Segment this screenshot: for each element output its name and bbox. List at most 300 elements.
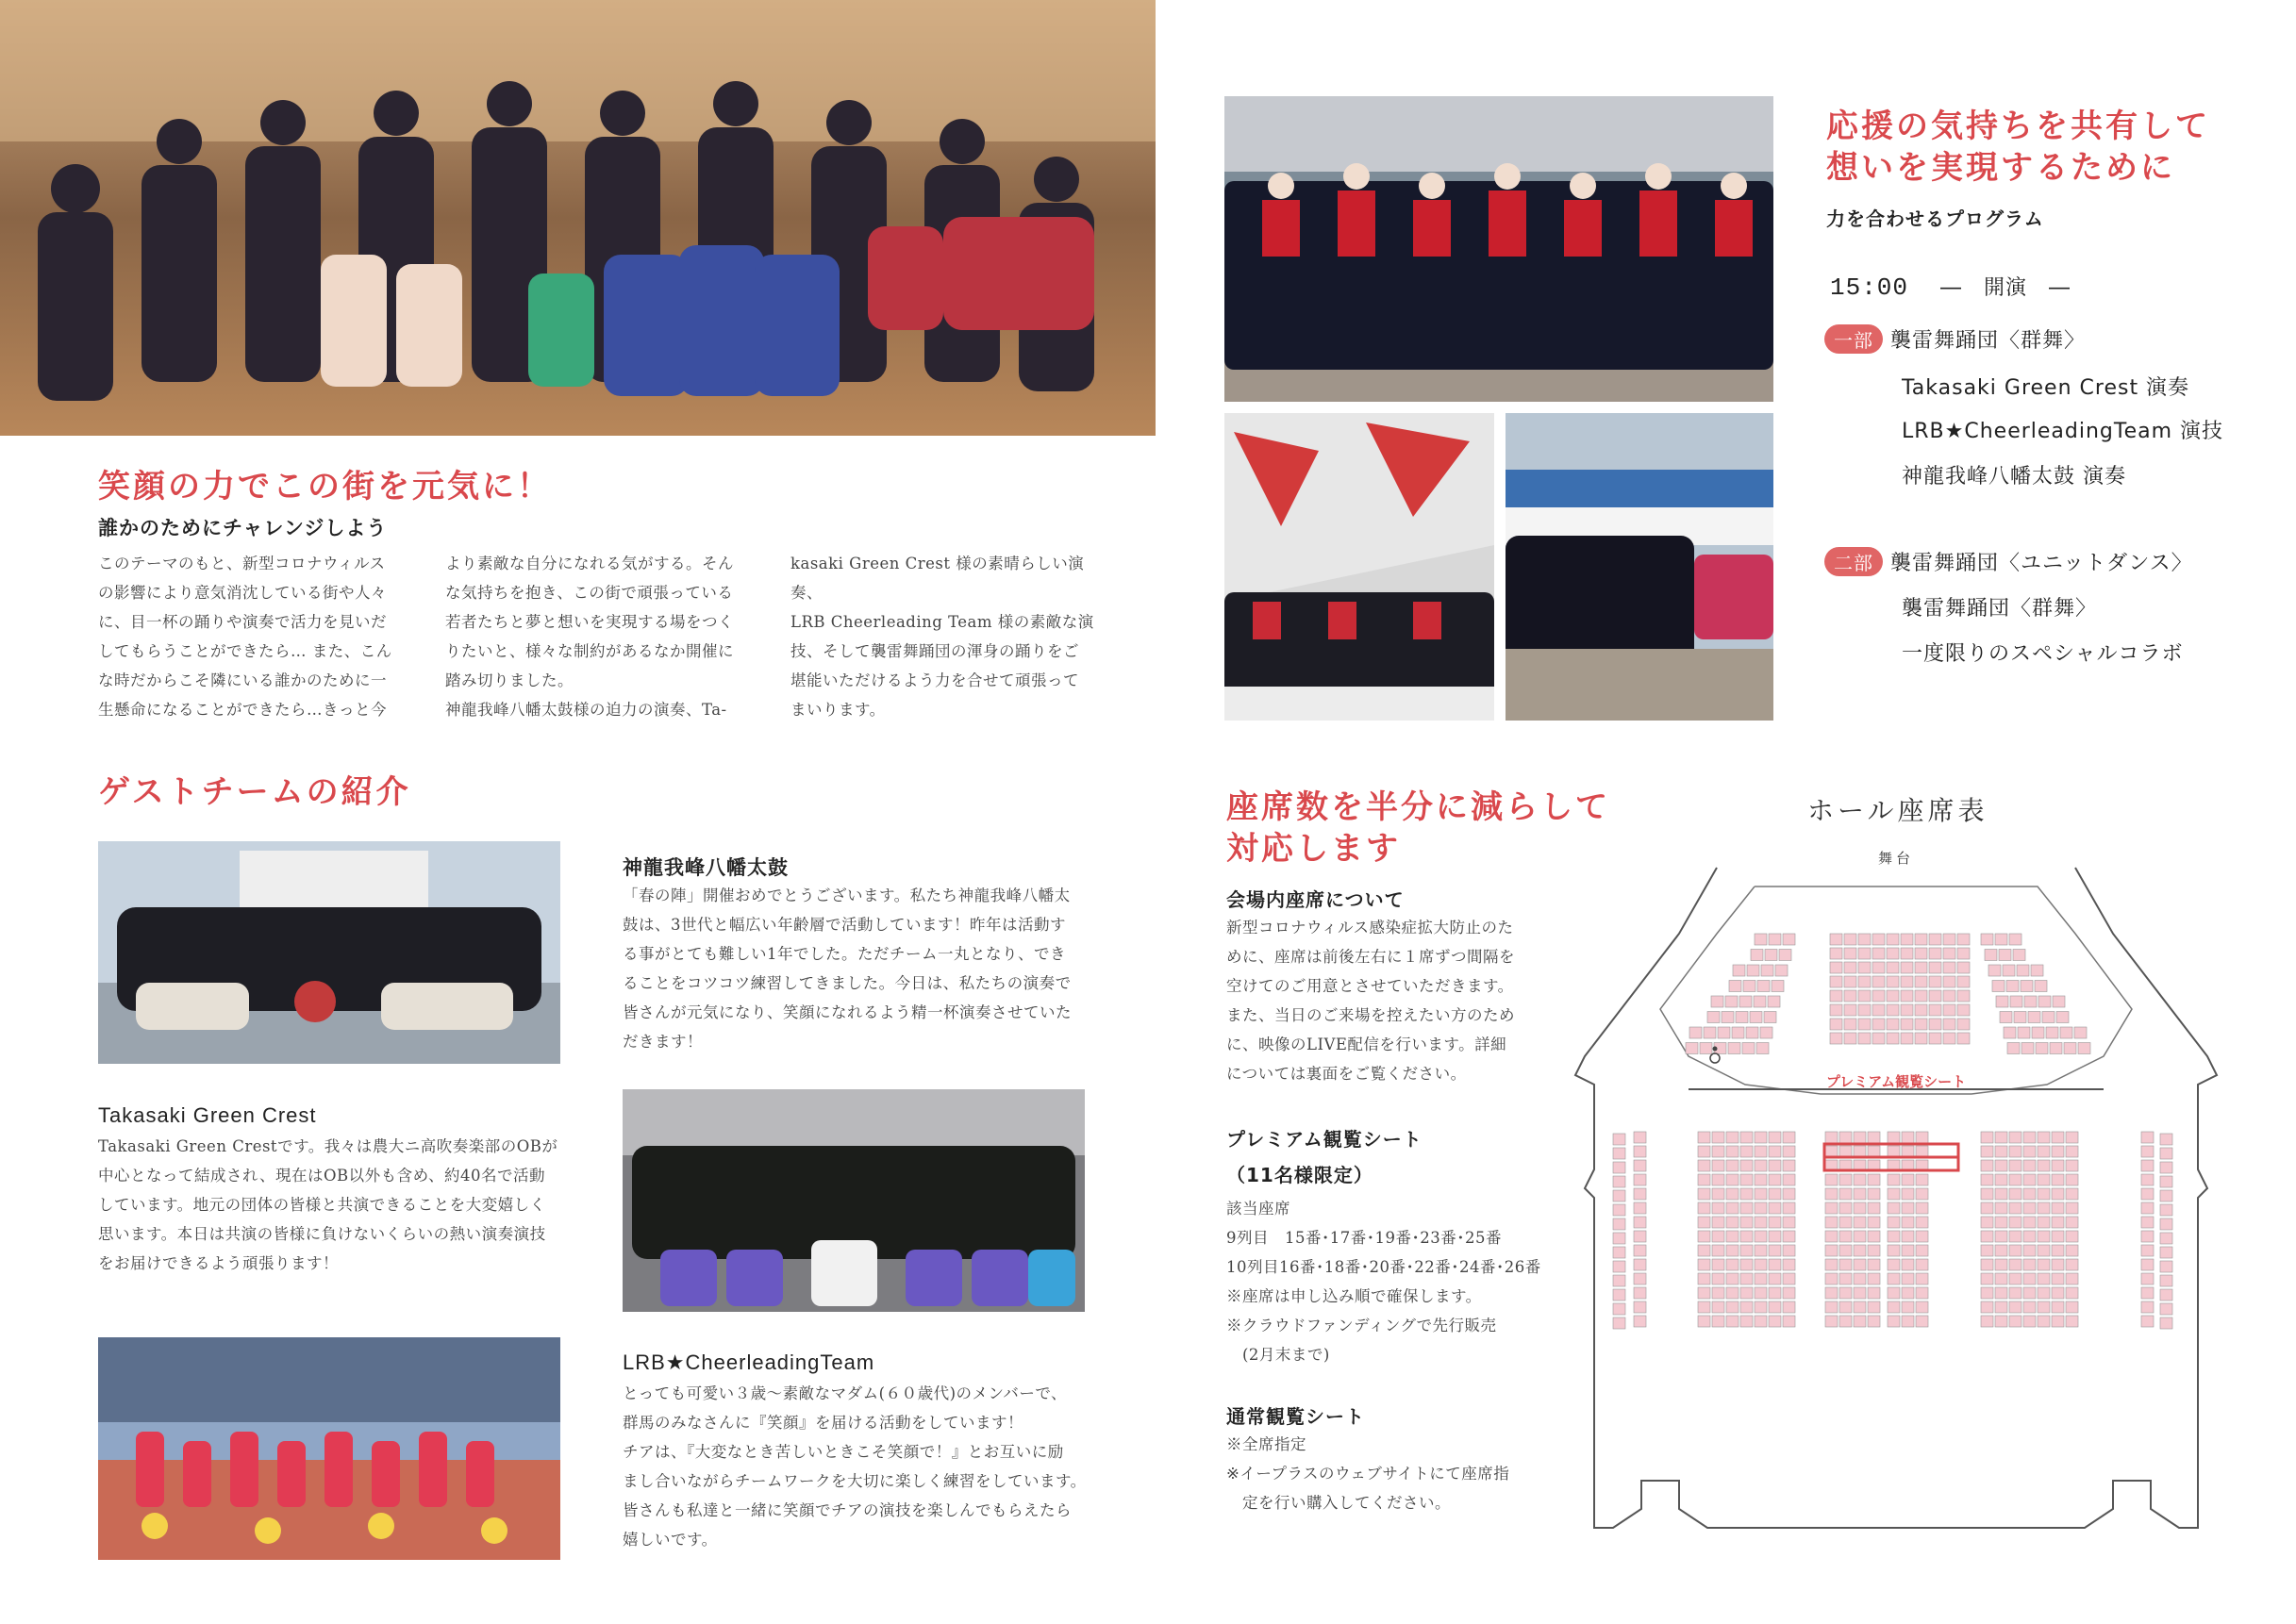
seat (1634, 1146, 1646, 1157)
seat (2141, 1160, 2154, 1171)
seat (1740, 1245, 1753, 1256)
seat (1769, 1160, 1781, 1171)
seat (2023, 1301, 2036, 1313)
seat (2066, 1132, 2078, 1143)
seat (1844, 1004, 1856, 1016)
seat (1872, 934, 1885, 945)
seat (1839, 1132, 1852, 1143)
seat (1872, 1004, 1885, 1016)
seat (2066, 1217, 2078, 1228)
seat (1634, 1316, 1646, 1327)
seat (2160, 1275, 2172, 1286)
seat (2141, 1174, 2154, 1185)
seat (2023, 1202, 2036, 1214)
seat (1839, 1287, 1852, 1299)
seat (1957, 1019, 1970, 1030)
seat (2066, 1301, 2078, 1313)
seat (1712, 1301, 1724, 1313)
seat (1902, 1287, 1914, 1299)
guest-heading: ゲストチームの紹介 (98, 773, 411, 811)
seat (2038, 1188, 2050, 1200)
seat (2038, 1174, 2050, 1185)
seat (1839, 1273, 1852, 1284)
seat (1981, 1245, 1993, 1256)
seat (1698, 1146, 1710, 1157)
seat (2141, 1273, 2154, 1284)
seat (1712, 1202, 1724, 1214)
seat (1868, 1273, 1880, 1284)
seat (1756, 1043, 1769, 1054)
seat (1739, 996, 1752, 1007)
seat (1844, 962, 1856, 973)
seat (1613, 1289, 1625, 1301)
seat (1830, 990, 1842, 1002)
seat (1981, 1301, 1993, 1313)
seat (2056, 1012, 2069, 1023)
seat (2018, 1027, 2030, 1038)
seat (1698, 1231, 1710, 1242)
seat (2006, 981, 2019, 992)
seat (1916, 1287, 1928, 1299)
left-heading: 笑顔の力でこの街を元気に！ (98, 468, 552, 505)
seat (1888, 1245, 1900, 1256)
part2-badge: 二部 (1824, 547, 1883, 576)
seat (1888, 1174, 1900, 1185)
seat (2009, 1146, 2021, 1157)
seat (1887, 962, 1899, 973)
seat (2014, 1012, 2026, 1023)
seat (2038, 1259, 2050, 1270)
seat (2160, 1134, 2172, 1145)
seat (2141, 1146, 2154, 1157)
seat (1755, 1146, 1767, 1157)
seat (1718, 1027, 1730, 1038)
seat (1740, 1287, 1753, 1299)
seat (1915, 962, 1927, 973)
seat (1854, 1316, 1866, 1327)
seat (1751, 950, 1763, 961)
seat (1704, 1027, 1716, 1038)
seat (1915, 1019, 1927, 1030)
seat (1854, 1231, 1866, 1242)
seat (1613, 1176, 1625, 1187)
seat (1825, 1217, 1838, 1228)
seat (1916, 1217, 1928, 1228)
seat (2052, 1132, 2064, 1143)
seat (1830, 1033, 1842, 1044)
seat (1844, 1019, 1856, 1030)
seat (2021, 981, 2033, 992)
seat (1981, 934, 1993, 945)
seat (1830, 1004, 1842, 1016)
start-time-row (1830, 272, 2071, 302)
seat (1769, 1245, 1781, 1256)
seat (1712, 1245, 1724, 1256)
seat (2009, 1259, 2021, 1270)
seat (1929, 1033, 1941, 1044)
seat (1854, 1217, 1866, 1228)
seat (2052, 1174, 2064, 1185)
seat (2074, 1027, 2087, 1038)
seat (2010, 996, 2022, 1007)
seat (1943, 948, 1955, 959)
seat (1901, 976, 1913, 987)
seat (2038, 1202, 2050, 1214)
seat (1868, 1188, 1880, 1200)
seat (1747, 965, 1759, 976)
seat (1858, 1033, 1871, 1044)
seat (1839, 1259, 1852, 1270)
seat (1783, 1259, 1795, 1270)
seat (1916, 1273, 1928, 1284)
seat (1722, 1012, 1734, 1023)
seat (1740, 1202, 1753, 1214)
seat (1995, 1132, 2007, 1143)
seat (2052, 1287, 2064, 1299)
seat (1995, 1245, 2007, 1256)
seat (1613, 1148, 1625, 1159)
guest-name-green-crest: Takasaki Green Crest (98, 1103, 317, 1127)
seat (1760, 1027, 1772, 1038)
seat (1686, 1043, 1698, 1054)
seat (1902, 1202, 1914, 1214)
seat (1830, 934, 1842, 945)
seat (2052, 1245, 2064, 1256)
seat (1916, 1146, 1928, 1157)
seat (1698, 1259, 1710, 1270)
seat (1868, 1174, 1880, 1185)
seat (2066, 1245, 2078, 1256)
seat (1712, 1231, 1724, 1242)
seat (1755, 1301, 1767, 1313)
seat (1981, 1259, 1993, 1270)
seat (1755, 1259, 1767, 1270)
seat (1769, 1174, 1781, 1185)
seat (1839, 1301, 1852, 1313)
seat (2017, 965, 2029, 976)
seat (1902, 1301, 1914, 1313)
seat (1854, 1287, 1866, 1299)
seat (1726, 1245, 1739, 1256)
seat (1728, 1043, 1740, 1054)
seat (1995, 1202, 2007, 1214)
seat (2052, 1217, 2064, 1228)
seat (1634, 1217, 1646, 1228)
guest-text-green-crest: Takasaki Green Crestです。我々は農大ニ高吹奏楽部のOBが 中心となって結成され、現在はOB以外も含め、約40名で活動 しています。地元の団体の皆様と共演できることを大変嬉しく 思います。本日は共演の皆様に負けないくらいの熱い演奏演技 をお届けできるよう頑張ります！ (98, 1137, 558, 1272)
seat (1783, 1316, 1795, 1327)
seat (1995, 1273, 2007, 1284)
seat (1995, 1217, 2007, 1228)
seat (1783, 1245, 1795, 1256)
seat (2038, 996, 2051, 1007)
seat (1995, 1231, 2007, 1242)
seat (2066, 1259, 2078, 1270)
seat (1742, 1043, 1755, 1054)
seat (1839, 1316, 1852, 1327)
seat (2009, 934, 2021, 945)
seat (1901, 948, 1913, 959)
seat (1957, 948, 1970, 959)
seat (1726, 1231, 1739, 1242)
intro-column-3: kasaki Green Crest 様の素晴らしい演奏、 LRB Cheerleading Team 様の素敵な演 技、そして襲雷舞踊団の渾身の踊りをご 堪能いただけるよう力を合せて頑張って まいります。 (790, 555, 1094, 719)
seat (1915, 976, 1927, 987)
venue-text: 新型コロナウィルス感染症拡大防止のた めに、座席は前後左右に１席ずつ間隔を 空けてのご用意とさせていただきます。 また、当日のご来場を控えたい方のため に、映像のLIVE配信を行います。詳細 については裏面をご覧ください。 (1226, 919, 1515, 1083)
seat (1736, 1012, 1748, 1023)
seat (2007, 1043, 2020, 1054)
seat (1740, 1188, 1753, 1200)
seat (1858, 948, 1871, 959)
seat (1929, 1019, 1941, 1030)
seat (1887, 976, 1899, 987)
seat (2141, 1245, 2154, 1256)
seat (1830, 962, 1842, 973)
seat (1755, 1202, 1767, 1214)
seat (2141, 1231, 2154, 1242)
seat (1888, 1287, 1900, 1299)
seat (2160, 1218, 2172, 1230)
seat (1698, 1202, 1710, 1214)
seat (1887, 1019, 1899, 1030)
seat (2052, 1188, 2064, 1200)
seat (1775, 965, 1788, 976)
seat (1712, 1132, 1724, 1143)
part2-row (1824, 547, 2193, 576)
seat (2009, 1287, 2021, 1299)
seat (1726, 1316, 1739, 1327)
seat (1839, 1217, 1852, 1228)
seat (2023, 1160, 2036, 1171)
seat (2038, 1146, 2050, 1157)
start-time: 15:00 (1830, 273, 1909, 302)
seat (1740, 1160, 1753, 1171)
seat (1725, 996, 1738, 1007)
seat (1988, 965, 2001, 976)
seat (1761, 965, 1773, 976)
seat (1825, 1188, 1838, 1200)
seat (2066, 1202, 2078, 1214)
seat (1740, 1316, 1753, 1327)
seat (1726, 1273, 1739, 1284)
guest-photo-cheer (98, 1337, 560, 1560)
seat (1698, 1174, 1710, 1185)
seat (1887, 1033, 1899, 1044)
seat (1981, 1146, 1993, 1157)
seat (1712, 1259, 1724, 1270)
seat (1698, 1301, 1710, 1313)
seat (1839, 1245, 1852, 1256)
seat (2052, 1259, 2064, 1270)
seat (2141, 1301, 2154, 1313)
seat (1634, 1273, 1646, 1284)
seat (1981, 1132, 1993, 1143)
seat (2009, 1245, 2021, 1256)
seat (1634, 1259, 1646, 1270)
seat (2023, 1188, 2036, 1200)
seat (1995, 1146, 2007, 1157)
seat (2052, 1160, 2064, 1171)
seat (1783, 1231, 1795, 1242)
seat (2023, 1259, 2036, 1270)
seat (1872, 1019, 1885, 1030)
seat (2023, 1316, 2036, 1327)
seat (1868, 1217, 1880, 1228)
seat (2009, 1202, 2021, 1214)
seat (1844, 934, 1856, 945)
dance-photo-crowd (1506, 413, 1773, 721)
group-photo (0, 0, 1156, 436)
seat (1733, 965, 1745, 976)
seat (1957, 990, 1970, 1002)
seat (1698, 1316, 1710, 1327)
seat (1830, 1019, 1842, 1030)
seat (1902, 1273, 1914, 1284)
seat (1995, 1301, 2007, 1313)
seat (2160, 1176, 2172, 1187)
seat (1712, 1174, 1724, 1185)
seat (2013, 950, 2025, 961)
seat (1844, 976, 1856, 987)
right-heading-line2: 想いを実現するために (1826, 149, 2175, 187)
seat (1689, 1027, 1702, 1038)
seat (1755, 1287, 1767, 1299)
seat (1755, 1132, 1767, 1143)
seat (1712, 1160, 1724, 1171)
seat (2038, 1301, 2050, 1313)
dance-photo-main (1224, 96, 1773, 402)
seat (1868, 1245, 1880, 1256)
seat (2009, 1316, 2021, 1327)
seat (2052, 1231, 2064, 1242)
seat (2066, 1273, 2078, 1284)
seat (1915, 1004, 1927, 1016)
seat (1916, 1231, 1928, 1242)
seat (2000, 1012, 2012, 1023)
seat (1868, 1132, 1880, 1143)
seat (2023, 1217, 2036, 1228)
seat (1755, 934, 1767, 945)
seat (2023, 1231, 2036, 1242)
part2-item-1: 襲雷舞踊団〈ユニットダンス〉 (1890, 552, 2193, 575)
seat (1854, 1202, 1866, 1214)
premium-limit: （11名様限定） (1226, 1164, 1373, 1186)
seat (2009, 1273, 2021, 1284)
seat (1698, 1188, 1710, 1200)
seat (1858, 934, 1871, 945)
seat (1929, 934, 1941, 945)
seat (2160, 1317, 2172, 1329)
seat (1755, 1245, 1767, 1256)
intro-column-1: このテーマのもと、新型コロナウィルス の影響により意気消沈している街や人々 に、目一杯の踊りや演奏で活力を見いだ してもらうことができたら… また、こん な時だからこそ隣にいる誰かのために一 生懸命になることができたら…きっと今 (98, 555, 392, 719)
seat (2009, 1231, 2021, 1242)
seat (1957, 1004, 1970, 1016)
seat (1825, 1132, 1838, 1143)
guest-text-taiko: 「春の陣」開催おめでとうございます。私たち神龍我峰八幡太 鼓は、3世代と幅広い年齢層で活動しています！昨年は活動す る事がとても難しい1年でした。ただチーム一丸となり、でき ることをコツコツ練習してきました。今日は、私たちの演奏で 皆さんが元気になり、笑顔になれるよう精一杯演奏させていた だきます！ (623, 887, 1072, 1051)
seat (1712, 1316, 1724, 1327)
seat (1992, 981, 2005, 992)
seat (1868, 1146, 1880, 1157)
seat (2060, 1027, 2072, 1038)
seat (1726, 1132, 1739, 1143)
seat (1915, 934, 1927, 945)
seat (2052, 1316, 2064, 1327)
seat (2038, 1273, 2050, 1284)
seat (1916, 1301, 1928, 1313)
seat-grid (1613, 934, 2172, 1329)
seat (1854, 1188, 1866, 1200)
seat (2009, 1301, 2021, 1313)
seat (1943, 962, 1955, 973)
guest-photo-brass (623, 1089, 1085, 1312)
seat (1915, 1033, 1927, 1044)
seat (1916, 1259, 1928, 1270)
right-heading-line1: 応援の気持ちを共有して (1826, 108, 2210, 145)
seat (1698, 1273, 1710, 1284)
guest-text-lrb: とっても可愛い３歳～素敵なマダム(６０歳代)のメンバーで、 群馬のみなさんに『笑顔』を届ける活動をしています！ チアは、『大変なとき苦しいときこそ笑顔で！』とお互いに励 まし合いながらチームワークを大切に楽しく練習をしています。 皆さんも私達と一緒に笑顔でチアの演技を楽しんでもらえたら 嬉しいです。 (623, 1384, 1087, 1549)
guest-name-lrb: LRB★CheerleadingTeam (623, 1351, 875, 1374)
part2-item-3: 一度限りのスペシャルコラボ (1902, 642, 2184, 666)
seat (1985, 950, 1997, 961)
seat (1830, 948, 1842, 959)
seat (2066, 1188, 2078, 1200)
seat (1613, 1190, 1625, 1201)
seat (1613, 1303, 1625, 1315)
seat (1981, 1202, 1993, 1214)
seat (1943, 990, 1955, 1002)
seat (1902, 1132, 1914, 1143)
seat (2038, 1316, 2050, 1327)
seat (2009, 1217, 2021, 1228)
guest-name-taiko: 神龍我峰八幡太鼓 (623, 856, 789, 879)
seat (1887, 1004, 1899, 1016)
seat (1726, 1146, 1739, 1157)
seat (1613, 1275, 1625, 1286)
seat (1995, 1259, 2007, 1270)
seat (1902, 1316, 1914, 1327)
premium-map-label: プレミアム観覧シート (1825, 1073, 1967, 1090)
seat (1888, 1316, 1900, 1327)
seat (2023, 1174, 2036, 1185)
seat (1783, 1174, 1795, 1185)
seat (1929, 1004, 1941, 1016)
seat (1755, 1231, 1767, 1242)
seat (1769, 1231, 1781, 1242)
seat (1707, 1012, 1720, 1023)
seat-heading-line2: 対応します (1226, 830, 1401, 868)
seat (2160, 1261, 2172, 1272)
seat (1981, 1316, 1993, 1327)
seat (1981, 1160, 1993, 1171)
seat (1825, 1273, 1838, 1284)
seat (1872, 990, 1885, 1002)
seat (1995, 1287, 2007, 1299)
seat (1740, 1217, 1753, 1228)
seat (1888, 1132, 1900, 1143)
seat (2052, 1273, 2064, 1284)
part1-item-2: Takasaki Green Crest 演奏 (1902, 376, 2190, 400)
seat (2021, 1043, 2034, 1054)
seat (1769, 1188, 1781, 1200)
seat (1634, 1202, 1646, 1214)
seat (1872, 948, 1885, 959)
seat (1769, 934, 1781, 945)
seat (1868, 1287, 1880, 1299)
seat (2066, 1231, 2078, 1242)
seat (1769, 1146, 1781, 1157)
part1-row (1824, 324, 2086, 354)
seat (1634, 1301, 1646, 1313)
seat (1772, 981, 1784, 992)
seat (1981, 1287, 1993, 1299)
